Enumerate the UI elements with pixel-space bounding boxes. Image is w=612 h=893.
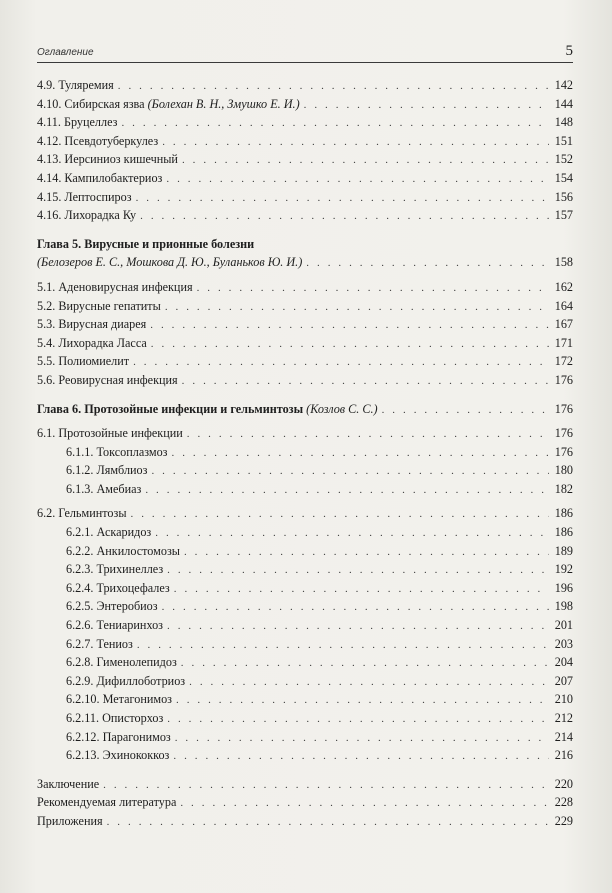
dot-leader bbox=[162, 598, 549, 617]
toc-entry[interactable] bbox=[37, 334, 573, 353]
entry-label: 4.11. Бруцеллез bbox=[37, 115, 118, 130]
dot-leader bbox=[165, 298, 549, 317]
entry-page: 167 bbox=[554, 317, 573, 332]
toc-entry[interactable] bbox=[37, 76, 573, 95]
entry-page: 203 bbox=[554, 636, 573, 651]
toc-entry[interactable] bbox=[37, 297, 573, 316]
dot-leader bbox=[181, 654, 549, 673]
toc-subentry[interactable] bbox=[37, 461, 573, 480]
entry-page: 192 bbox=[554, 562, 573, 577]
entry-authors: (Болехан В. Н., Змушко Е. И.) bbox=[147, 96, 300, 111]
toc-entry[interactable] bbox=[37, 188, 573, 207]
toc-subentry[interactable] bbox=[37, 616, 573, 635]
page-number: 5 bbox=[565, 43, 573, 59]
dot-leader bbox=[118, 77, 549, 96]
dot-leader bbox=[140, 207, 549, 226]
toc-subentry[interactable] bbox=[37, 480, 573, 499]
toc-entry[interactable] bbox=[37, 315, 573, 334]
toc-subentry[interactable] bbox=[37, 523, 573, 542]
entry-label: 6.2.11. Описторхоз bbox=[66, 711, 164, 725]
entry-page: 176 bbox=[554, 372, 573, 387]
entry-page: 172 bbox=[554, 354, 573, 369]
entry-label: 6.2.10. Метагонимоз bbox=[66, 692, 172, 707]
entry-page: 157 bbox=[554, 208, 573, 223]
dot-leader bbox=[107, 813, 549, 832]
entry-label: 6.2.13. Эхинококкоз bbox=[66, 748, 170, 763]
entry-page: 180 bbox=[554, 463, 573, 478]
entry-label: Заключение bbox=[37, 776, 100, 791]
dot-leader bbox=[187, 425, 549, 444]
entry-page: 189 bbox=[554, 543, 573, 558]
chapter-title-row[interactable] bbox=[37, 400, 573, 419]
entry-page: 212 bbox=[554, 711, 573, 725]
entry-page: 228 bbox=[554, 795, 573, 810]
dot-leader bbox=[172, 444, 550, 463]
toc-subentry[interactable] bbox=[37, 746, 573, 765]
running-title: Оглавление bbox=[37, 47, 94, 58]
entry-label: 6.2.7. Тениоз bbox=[66, 636, 133, 651]
entry-page: 207 bbox=[554, 673, 573, 688]
entry-label: Рекомендуемая литература bbox=[37, 795, 177, 810]
entry-label: 5.3. Вирусная диарея bbox=[37, 317, 147, 332]
entry-page: 142 bbox=[554, 78, 573, 92]
entry-label: 4.14. Кампилобактериоз bbox=[37, 170, 163, 185]
entry-page: 196 bbox=[554, 580, 573, 595]
entry-page: 214 bbox=[554, 729, 573, 744]
dot-leader bbox=[175, 729, 549, 748]
entry-page: 229 bbox=[554, 813, 573, 828]
entry-page: 158 bbox=[554, 255, 573, 270]
dot-leader bbox=[306, 254, 549, 273]
dot-leader bbox=[167, 561, 549, 580]
entry-page: 162 bbox=[554, 279, 573, 294]
chapter4-tail bbox=[37, 76, 573, 225]
toc-entry[interactable] bbox=[37, 95, 573, 114]
dot-leader bbox=[189, 673, 549, 692]
toc-entry[interactable] bbox=[37, 371, 573, 390]
dot-leader bbox=[155, 524, 549, 543]
entry-label: 5.1. Аденовирусная инфекция bbox=[37, 279, 193, 294]
chapter-title: Глава 6. Протозойные инфекции и гельминтозы bbox=[37, 401, 307, 416]
entry-page: 176 bbox=[554, 444, 573, 459]
entry-page: 201 bbox=[554, 618, 573, 633]
entry-label: 4.16. Лихорадка Ку bbox=[37, 208, 137, 223]
chapter-authors: (Белозеров Е. С., Мошкова Д. Ю., Буланьков Ю. И.) bbox=[37, 255, 303, 270]
toc-subentry[interactable] bbox=[37, 542, 573, 561]
dot-leader bbox=[174, 580, 549, 599]
entry-label: 6.2.4. Трихоцефалез bbox=[66, 580, 170, 595]
entry-page: 152 bbox=[554, 152, 573, 167]
dot-leader bbox=[382, 401, 549, 420]
toc-entry[interactable] bbox=[37, 793, 573, 812]
entry-label: 6.2.2. Анкилостомозы bbox=[66, 543, 180, 558]
toc-subentry[interactable] bbox=[37, 653, 573, 672]
dot-leader bbox=[304, 96, 549, 115]
dot-leader bbox=[182, 151, 549, 170]
dot-leader bbox=[145, 481, 549, 500]
entry-page: 216 bbox=[554, 748, 573, 763]
dot-leader bbox=[137, 636, 549, 655]
entry-label: 6.2.5. Энтеробиоз bbox=[66, 599, 158, 614]
entry-label: 5.5. Полиомиелит bbox=[37, 354, 130, 369]
entry-page: 176 bbox=[554, 426, 573, 441]
entry-label: 6.2.3. Трихинеллез bbox=[66, 562, 164, 577]
entry-label: 6.2.6. Тениаринхоз bbox=[66, 618, 163, 633]
chapter-title[interactable]: Глава 5. Вирусные и прионные болезни bbox=[37, 236, 255, 251]
toc-subentry[interactable] bbox=[37, 579, 573, 598]
chapter6-section bbox=[37, 400, 573, 765]
entry-page: 220 bbox=[554, 776, 573, 791]
entry-page: 198 bbox=[554, 599, 573, 614]
dot-leader bbox=[136, 189, 549, 208]
toc-entry[interactable] bbox=[37, 169, 573, 188]
toc-entry[interactable] bbox=[37, 424, 573, 443]
dot-leader bbox=[167, 617, 549, 636]
back-matter bbox=[37, 775, 573, 831]
entry-page: 182 bbox=[554, 481, 573, 496]
dot-leader bbox=[151, 462, 549, 481]
entry-label: 6.1.3. Амебиаз bbox=[66, 481, 142, 496]
toc-entry[interactable] bbox=[37, 812, 573, 831]
dot-leader bbox=[182, 372, 549, 391]
entry-label: 4.10. Сибирская язва bbox=[37, 96, 148, 111]
toc-subentry[interactable] bbox=[37, 690, 573, 709]
entry-label: 5.4. Лихорадка Ласса bbox=[37, 335, 147, 350]
toc-subentry[interactable] bbox=[37, 672, 573, 691]
entry-label: 6.1. Протозойные инфекции bbox=[37, 426, 183, 441]
entry-page: 186 bbox=[554, 506, 573, 521]
entry-label: 4.9. Туляремия bbox=[37, 78, 114, 92]
toc-entry[interactable] bbox=[37, 504, 573, 523]
entry-page: 151 bbox=[554, 133, 573, 148]
entry-page: 171 bbox=[554, 335, 573, 350]
toc-subentry[interactable] bbox=[37, 635, 573, 654]
toc-entry[interactable] bbox=[37, 132, 573, 151]
toc-entry[interactable] bbox=[37, 206, 573, 225]
entry-page: 176 bbox=[554, 401, 573, 416]
chapter-authors-row[interactable] bbox=[37, 253, 573, 272]
entry-label: 4.15. Лептоспироз bbox=[37, 189, 132, 204]
toc-subentry[interactable] bbox=[37, 560, 573, 579]
toc-subentry[interactable] bbox=[37, 443, 573, 462]
entry-page: 144 bbox=[554, 96, 573, 111]
entry-page: 186 bbox=[554, 525, 573, 540]
dot-leader bbox=[173, 747, 549, 766]
entry-page: 148 bbox=[554, 115, 573, 130]
dot-leader bbox=[166, 170, 549, 189]
running-header bbox=[37, 38, 573, 63]
entry-label: 6.2.12. Парагонимоз bbox=[66, 729, 171, 744]
entry-label: 6.2.8. Гименолепидоз bbox=[66, 655, 177, 670]
toc-subentry[interactable] bbox=[37, 709, 573, 728]
toc-entry[interactable] bbox=[37, 113, 573, 132]
dot-leader bbox=[184, 543, 549, 562]
entry-page: 204 bbox=[554, 655, 573, 670]
dot-leader bbox=[197, 279, 549, 298]
entry-label: 4.12. Псевдотуберкулез bbox=[37, 133, 159, 148]
dot-leader bbox=[103, 776, 549, 795]
entry-label: 6.2.1. Аскаридоз bbox=[66, 525, 152, 540]
dot-leader bbox=[162, 133, 549, 152]
dot-leader bbox=[131, 505, 549, 524]
table-of-contents bbox=[37, 76, 573, 831]
entry-label: 6.2.9. Дифиллоботриоз bbox=[66, 673, 186, 688]
toc-subentry[interactable] bbox=[37, 728, 573, 747]
toc-entry[interactable] bbox=[37, 150, 573, 169]
entry-page: 164 bbox=[554, 298, 573, 313]
dot-leader bbox=[121, 114, 549, 133]
dot-leader bbox=[180, 794, 549, 813]
dot-leader bbox=[133, 353, 549, 372]
toc-entry[interactable] bbox=[37, 278, 573, 297]
entry-page: 156 bbox=[554, 189, 573, 204]
entry-label: Приложения bbox=[37, 813, 103, 828]
entry-label: 5.2. Вирусные гепатиты bbox=[37, 298, 161, 313]
entry-label: 4.13. Иерсиниоз кишечный bbox=[37, 152, 178, 167]
dot-leader bbox=[176, 691, 549, 710]
entry-label: 6.1.1. Токсоплазмоз bbox=[66, 444, 168, 459]
entry-label: 6.2. Гельминтозы bbox=[37, 506, 127, 521]
dot-leader bbox=[151, 335, 549, 354]
entry-label: 5.6. Реовирусная инфекция bbox=[37, 372, 178, 387]
chapter5-section bbox=[37, 235, 573, 390]
dot-leader bbox=[150, 316, 549, 335]
toc-entry[interactable] bbox=[37, 775, 573, 794]
entry-page: 154 bbox=[554, 170, 573, 185]
entry-label: 6.1.2. Лямблиоз bbox=[66, 463, 148, 478]
toc-entry[interactable] bbox=[37, 352, 573, 371]
entry-page: 210 bbox=[554, 692, 573, 707]
toc-subentry[interactable] bbox=[37, 597, 573, 616]
dot-leader bbox=[167, 710, 549, 729]
chapter-authors: (Козлов С. С.) bbox=[306, 401, 378, 416]
